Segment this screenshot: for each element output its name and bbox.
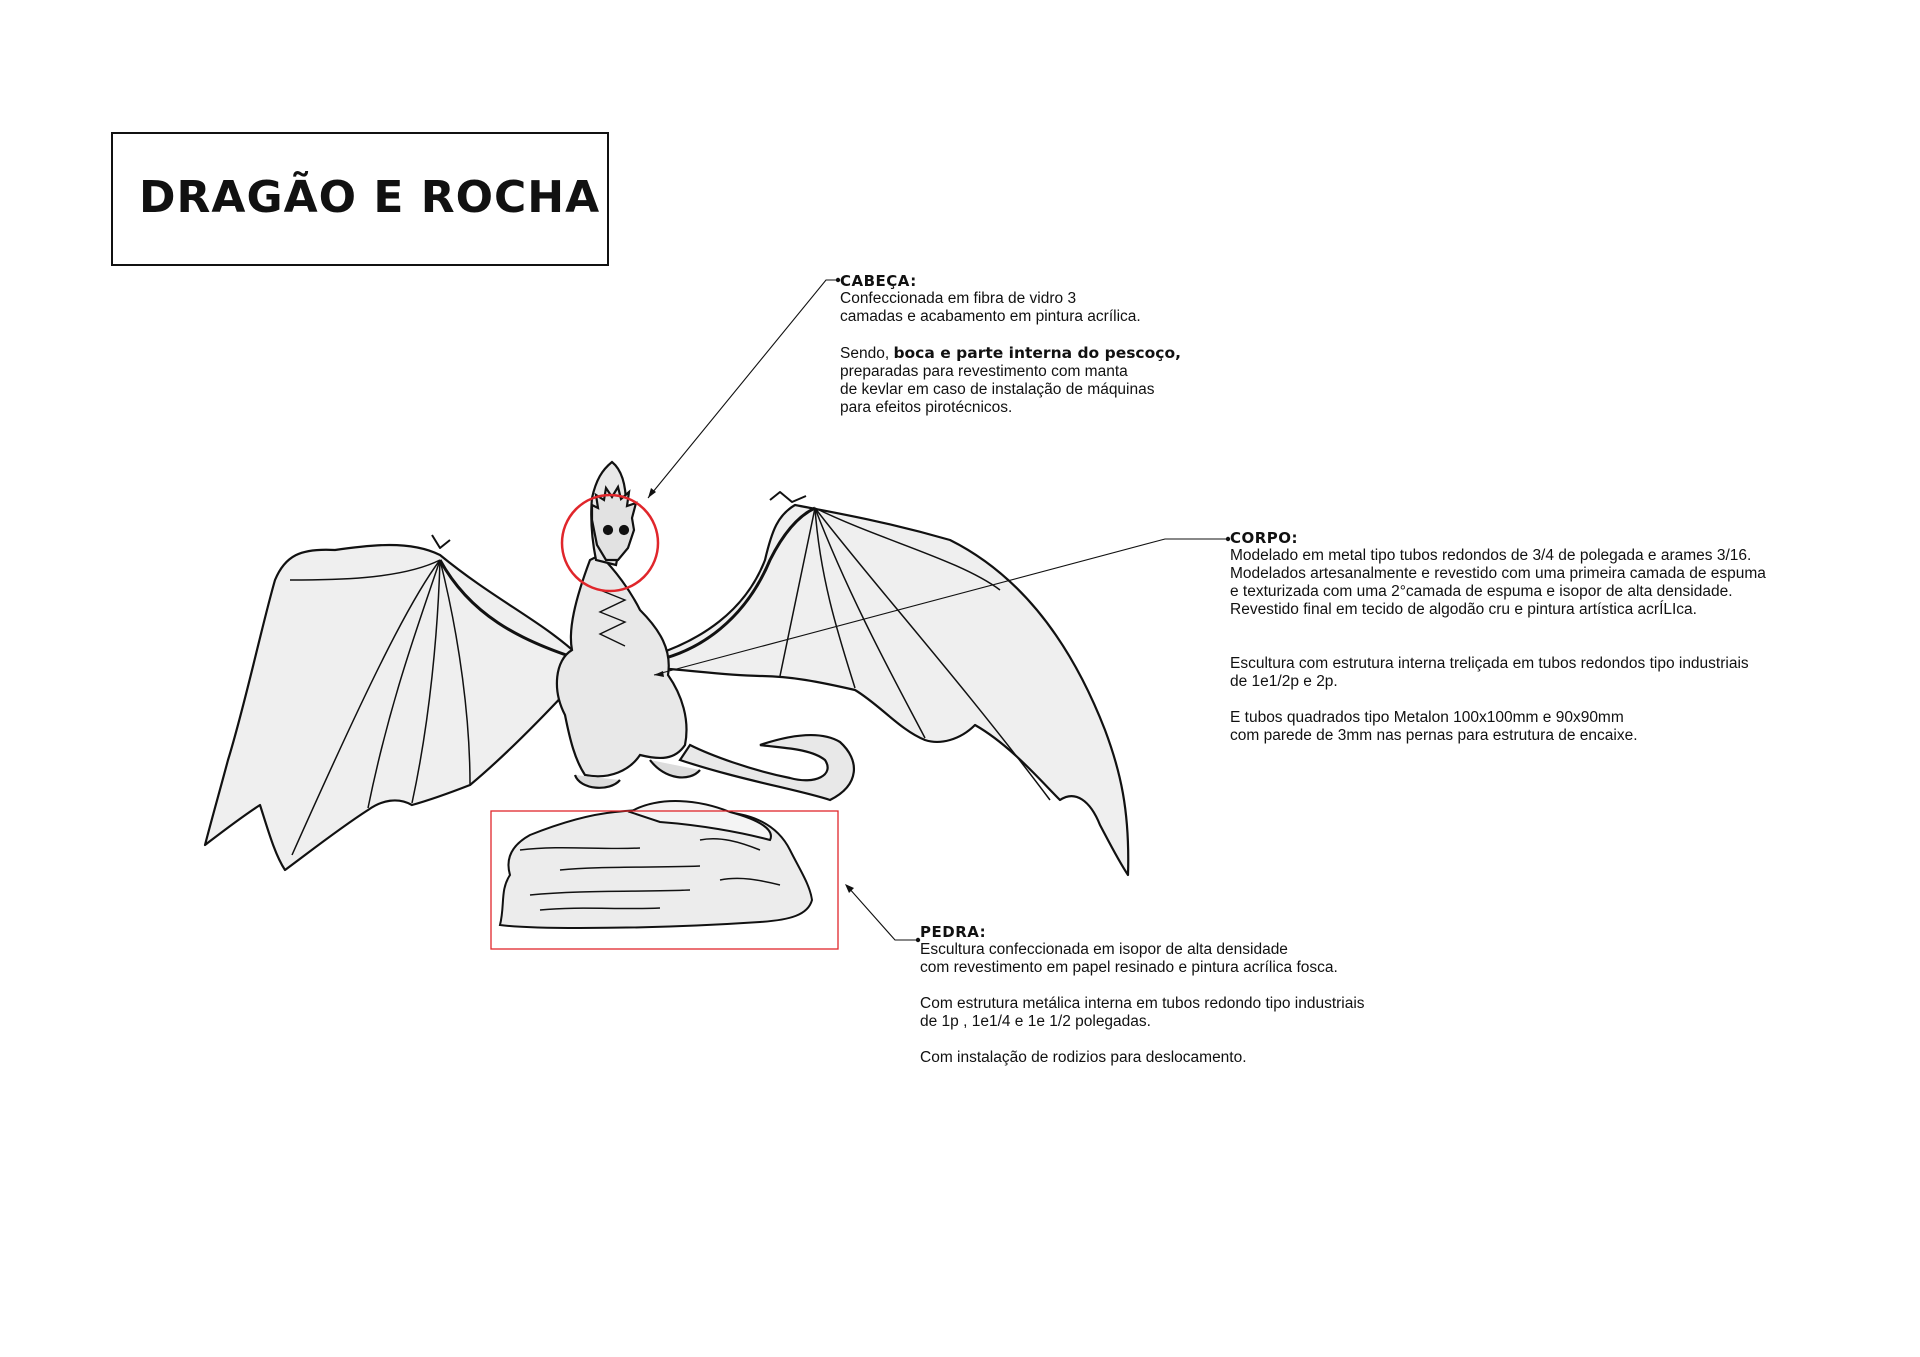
cabeca-leader-line bbox=[648, 280, 837, 498]
cabeca-line: camadas e acabamento em pintura acrílica. bbox=[840, 308, 1141, 325]
pedra-line: Com instalação de rodizios para deslocamento. bbox=[920, 1049, 1247, 1066]
corpo-line: com parede de 3mm nas pernas para estrutura de encaixe. bbox=[1230, 727, 1638, 744]
cabeca-para2-line: preparadas para revestimento com manta bbox=[840, 363, 1128, 380]
corpo-note bbox=[1230, 529, 1766, 745]
cabeca-para2-line: de kevlar em caso de instalação de máquinas bbox=[840, 381, 1155, 398]
cabeca-heading: CABEÇA: bbox=[840, 272, 917, 290]
left-wing bbox=[205, 535, 578, 870]
corpo-line: E tubos quadrados tipo Metalon 100x100mm e 90x90mm bbox=[1230, 709, 1624, 726]
cabeca-para2-prefix: Sendo, bbox=[840, 345, 894, 362]
corpo-line: Revestido final em tecido de algodão cru e pintura artística acrÍLIca. bbox=[1230, 601, 1697, 618]
pedra-heading: PEDRA: bbox=[920, 923, 987, 941]
pedra-leader-line bbox=[848, 887, 917, 940]
cabeca-para2-line: para efeitos pirotécnicos. bbox=[840, 399, 1013, 416]
page-title: DRAGÃO E ROCHA bbox=[139, 172, 601, 223]
cabeca-para2-first-line bbox=[840, 344, 1181, 363]
pedra-line: Com estrutura metálica interna em tubos redondo tipo industriais bbox=[920, 995, 1365, 1012]
corpo-line: e texturizada com uma 2°camada de espuma e isopor de alta densidade. bbox=[1230, 583, 1733, 600]
corpo-line: de 1e1/2p e 2p. bbox=[1230, 673, 1338, 690]
corpo-heading: CORPO: bbox=[1230, 529, 1299, 547]
pedra-line: com revestimento em papel resinado e pintura acrílica fosca. bbox=[920, 959, 1338, 976]
rock-base bbox=[500, 801, 812, 928]
corpo-line: Modelado em metal tipo tubos redondos de 3/4 de polegada e arames 3/16. bbox=[1230, 547, 1752, 564]
pedra-line: de 1p , 1e1/4 e 1e 1/2 polegadas. bbox=[920, 1013, 1151, 1030]
corpo-line: Modelados artesanalmente e revestido com uma primeira camada de espuma bbox=[1230, 565, 1766, 582]
cabeca-para2-bold: boca e parte interna do pescoço, bbox=[893, 344, 1181, 362]
cabeca-note bbox=[840, 272, 1181, 417]
cabeca-line: Confeccionada em fibra de vidro 3 bbox=[840, 290, 1077, 307]
corpo-line: Escultura com estrutura interna treliçada em tubos redondos tipo industriais bbox=[1230, 655, 1749, 672]
pedra-note bbox=[920, 923, 1365, 1067]
pedra-line: Escultura confeccionada em isopor de alta densidade bbox=[920, 941, 1288, 958]
